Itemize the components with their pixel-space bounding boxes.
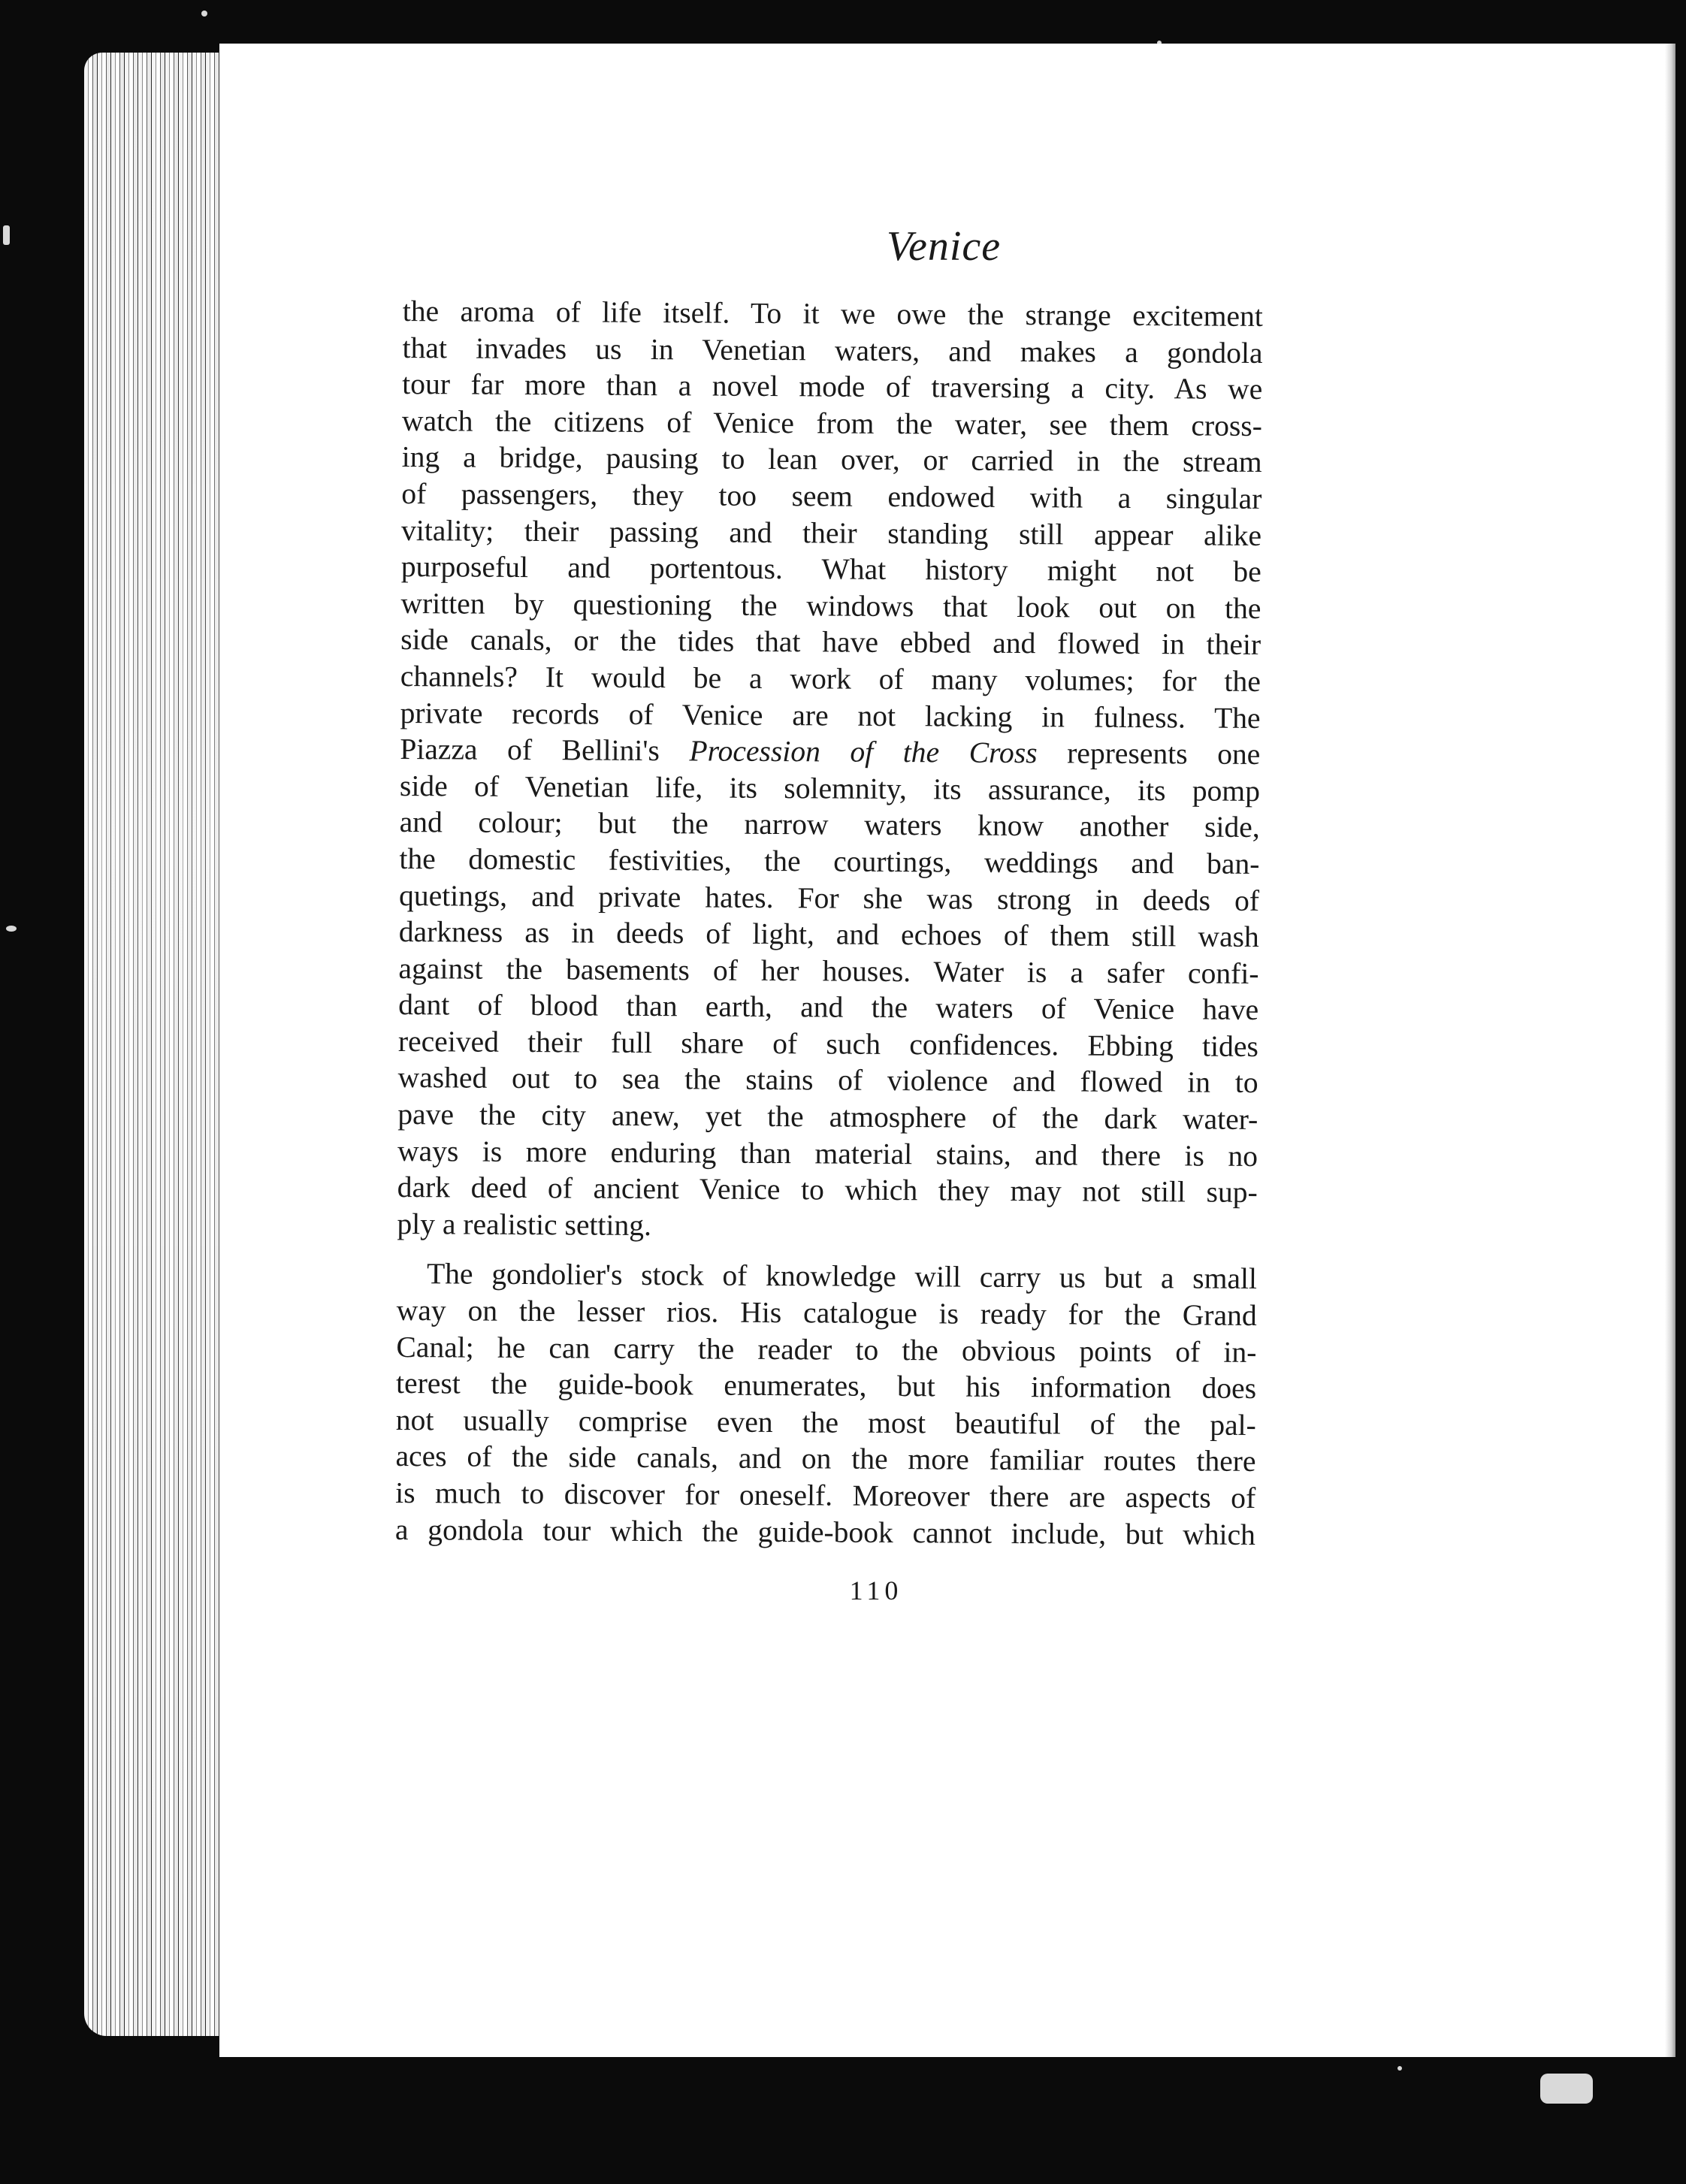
text-line: dark deed of ancient Venice to which they may not still sup- <box>397 1171 1258 1210</box>
text-line: Canal; he can carry the reader to the obvious points of in- <box>396 1330 1257 1369</box>
text-line: private records of Venice are not lacking in fulness. The <box>400 696 1261 735</box>
text-line: darkness as in deeds of light, and echoes of them still wash <box>398 915 1259 954</box>
text-line: aces of the side canals, and on the more familiar routes there <box>395 1439 1256 1479</box>
scan-speck <box>3 225 10 245</box>
text-line: the domestic festivities, the courtings, weddings and ban- <box>399 841 1260 881</box>
text-line: is much to discover for oneself. Moreover there are aspects of <box>395 1476 1256 1515</box>
text-line: vitality; their passing and their standing still appear alike <box>400 513 1262 552</box>
text-line: ply a realistic setting. <box>397 1207 652 1242</box>
text-line: pave the city anew, yet the atmosphere of the dark water- <box>397 1098 1258 1137</box>
text-line: ing a bridge, pausing to lean over, or carried in the stream <box>401 440 1262 479</box>
text-line: watch the citizens of Venice from the water, see them cross- <box>401 403 1263 443</box>
text-line: received their full share of such confidences. Ebbing tides <box>397 1024 1259 1063</box>
text-line: dant of blood than earth, and the waters of Venice have <box>398 988 1259 1027</box>
running-head: Venice <box>887 223 1002 270</box>
scan-speck <box>6 926 17 932</box>
text-line: terest the guide-book enumerates, but his information does <box>396 1367 1257 1406</box>
text-line: that invades us in Venetian waters, and makes a gondola <box>402 331 1263 370</box>
page-edge-shadow <box>1665 44 1675 2057</box>
text-line: quetings, and private hates. For she was strong in deeds of <box>398 878 1260 917</box>
text-run: Piazza of Bellini's <box>400 733 690 768</box>
text-line: channels? It would be a work of many volumes; for the <box>400 659 1261 698</box>
text-line: side canals, or the tides that have ebbed and flowed in their <box>400 623 1261 662</box>
text-line: not usually comprise even the most beautiful of the pal- <box>395 1403 1256 1442</box>
text-line: tour far more than a novel mode of traversing a city. As we <box>402 367 1263 406</box>
text-line: purposeful and portentous. What history might not be <box>400 550 1261 589</box>
text-line: a gondola tour which the guide-book cannot include, but which <box>394 1512 1256 1551</box>
text-run: represents one <box>1037 736 1261 772</box>
text-line: The gondolier's stock of knowledge will carry us but a small <box>426 1257 1258 1296</box>
scan-speck <box>1397 2066 1402 2071</box>
text-line: and colour; but the narrow waters know another side, <box>399 805 1260 844</box>
text-line: ways is more enduring than material stains, and there is no <box>397 1134 1258 1173</box>
text-line: washed out to sea the stains of violence and flowed in to <box>397 1061 1258 1100</box>
body-text <box>395 293 1263 1553</box>
text-line: against the basements of her houses. Water is a safer confi- <box>398 951 1259 990</box>
text-line-with-title <box>400 731 1260 773</box>
page-number: 110 <box>849 1575 903 1606</box>
text-line: the aroma of life itself. To it we owe the strange excitement <box>402 294 1263 333</box>
text-line: written by questioning the windows that look out on the <box>400 586 1261 625</box>
scan-speck <box>1540 2074 1593 2104</box>
painting-title: Procession of the Cross <box>689 734 1038 770</box>
text-line: side of Venetian life, its solemnity, its assurance, its pomp <box>399 769 1261 808</box>
text-line: way on the lesser rios. His catalogue is ready for the Grand <box>396 1294 1257 1332</box>
book-page-edges <box>84 53 227 2036</box>
scan-speck <box>201 11 207 17</box>
text-line: of passengers, they too seem endowed with a singular <box>401 476 1262 515</box>
